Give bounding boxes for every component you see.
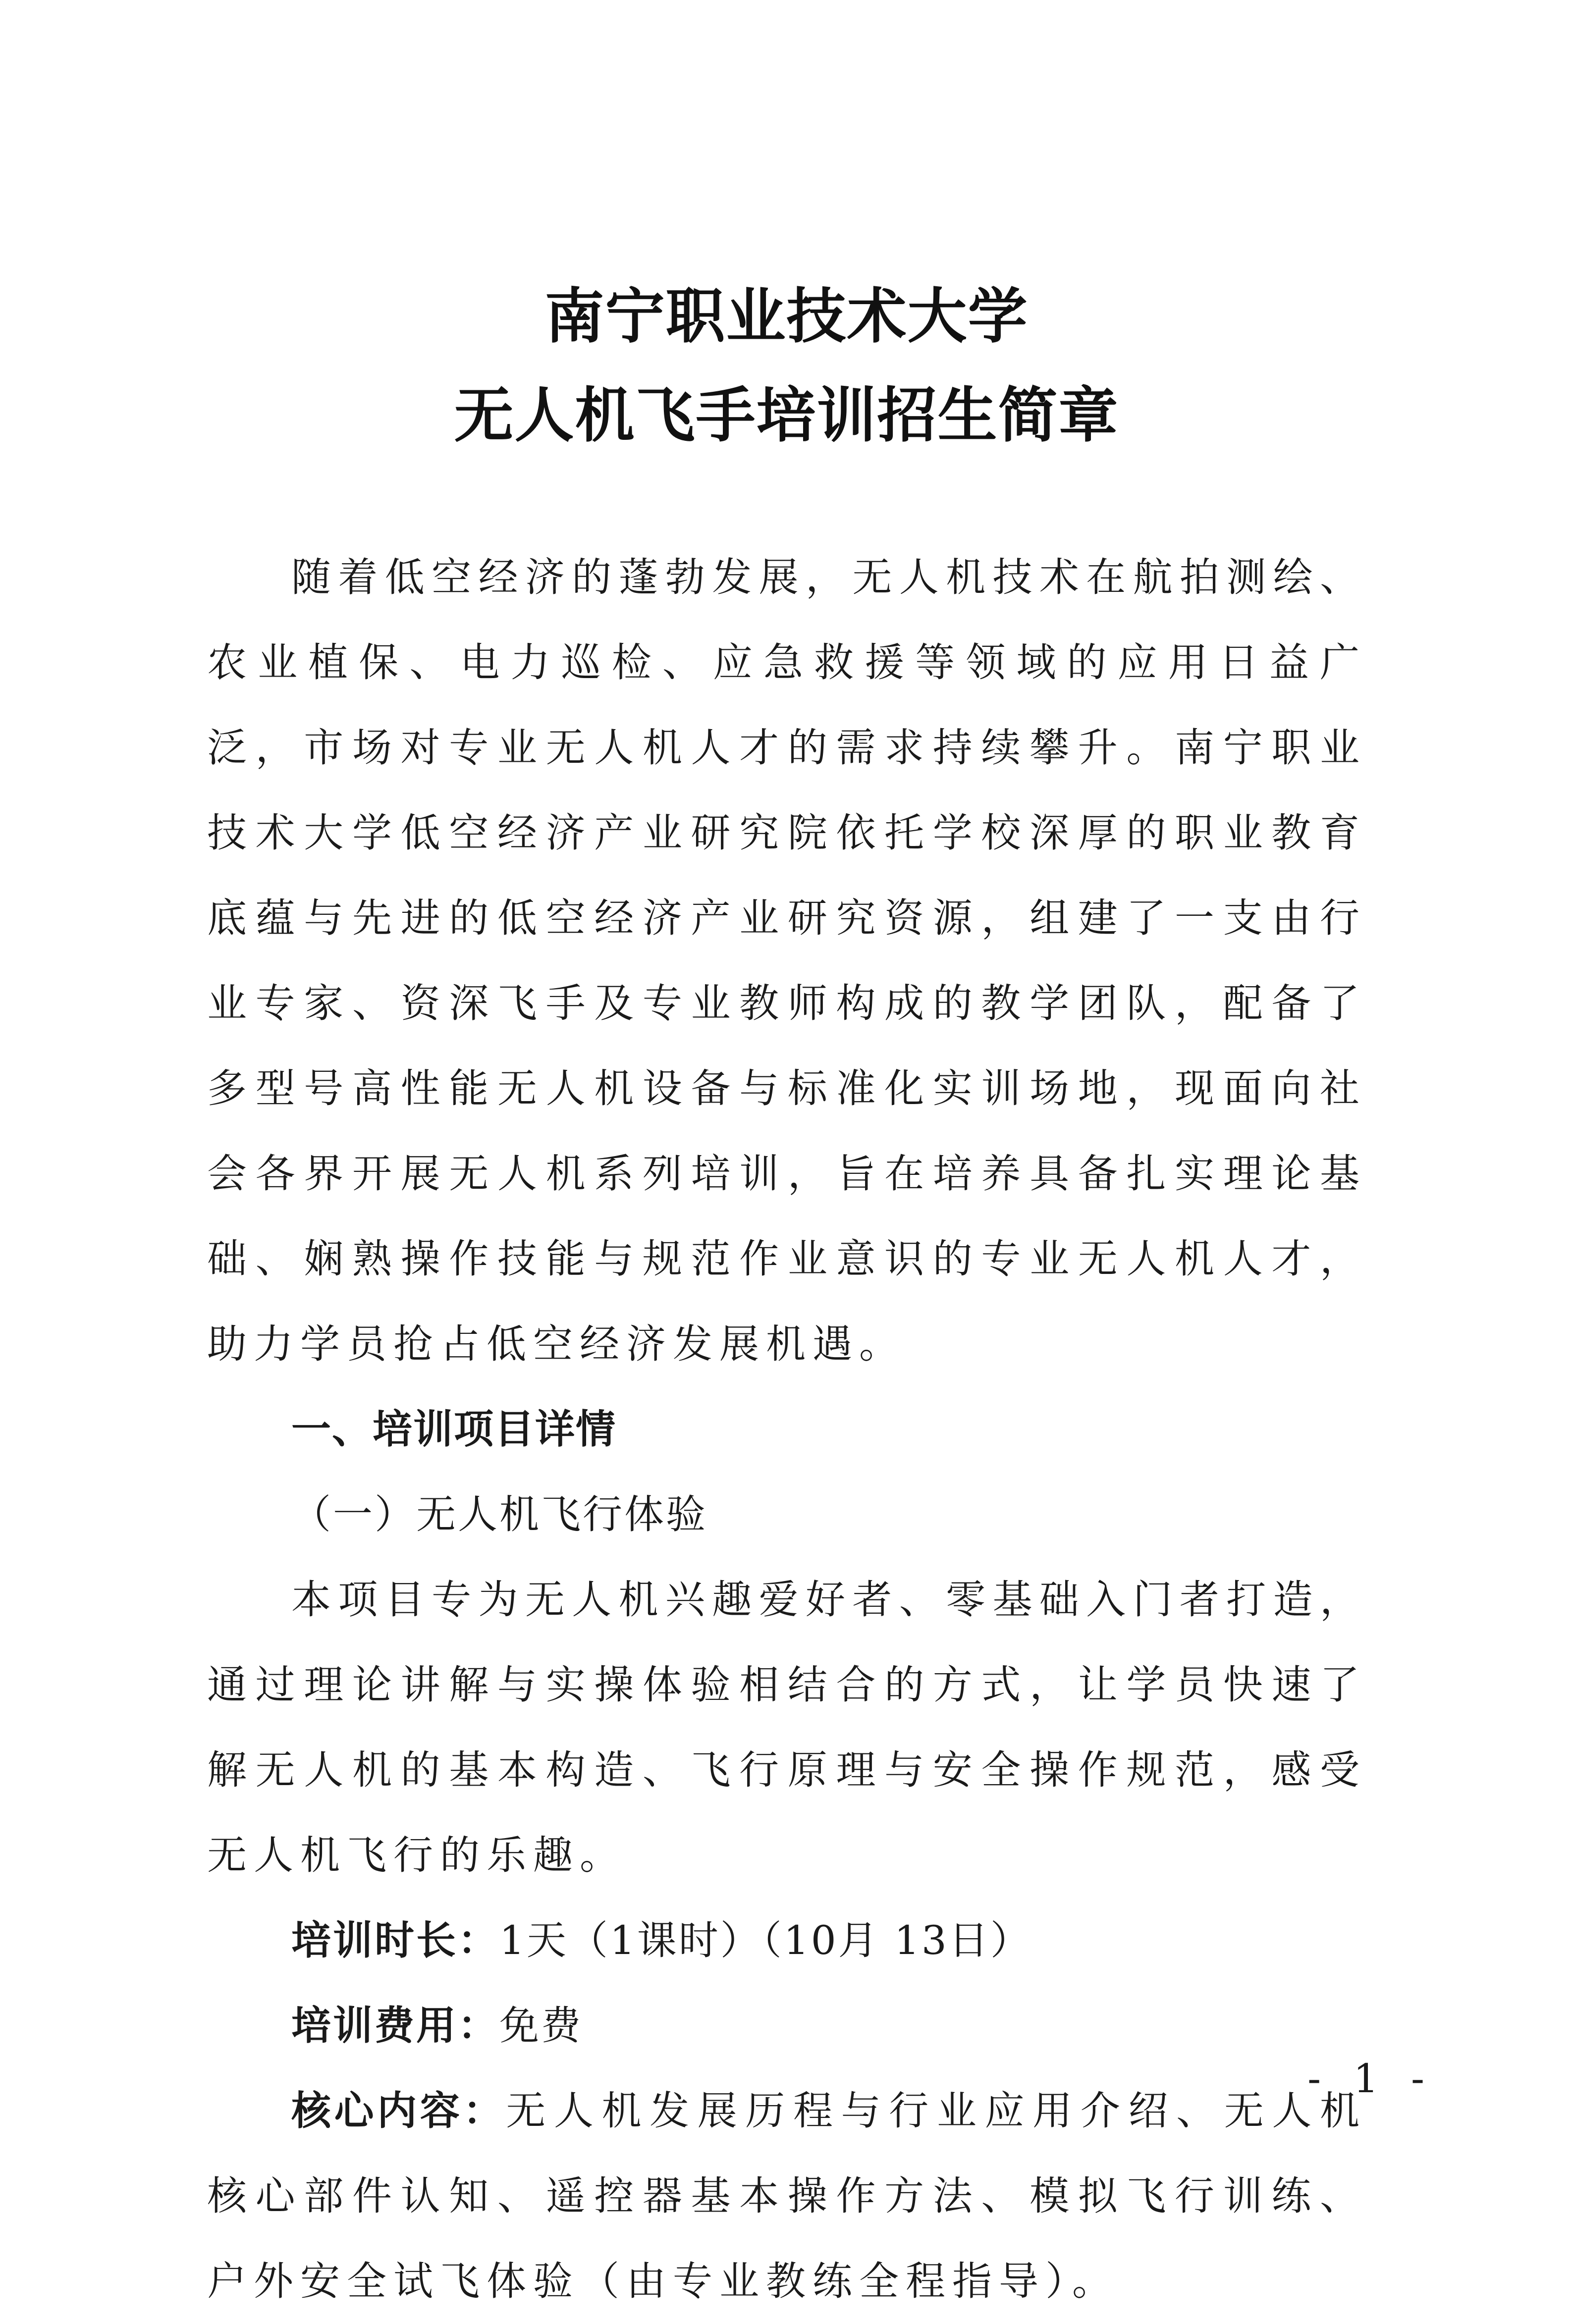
document-body bbox=[207, 535, 1366, 2324]
core-content-field bbox=[207, 2068, 1366, 2324]
training-duration-field bbox=[207, 1898, 1366, 1983]
training-duration-label: 培训时长： bbox=[291, 1917, 499, 1963]
training-duration-value: 1天（1课时）（10月 13日） bbox=[499, 1917, 1032, 1963]
intro-paragraph: 随着低空经济的蓬勃发展，无人机技术在航拍测绘、农业植保、电力巡检、应急救援等领域的应用日益广泛，市场对专业无人机人才的需求持续攀升。南宁职业技术大学低空经济产业研究院依托学校深厚的职业教育底蕴与先进的低空经济产业研究资源，组建了一支由行业专家、资深飞手及专业教师构成的教学团队，配备了多型号高性能无人机设备与标准化实训场地，现面向社会各界开展无人机系列培训，旨在培养具备扎实理论基础、娴熟操作技能与规范作业意识的专业无人机人才，助力学员抢占低空经济发展机遇。 bbox=[207, 554, 1366, 1367]
page-number: - 1 - bbox=[1307, 2056, 1434, 2102]
training-fee-label: 培训费用： bbox=[291, 2003, 499, 2049]
subsection-heading-flight-experience: （一）无人机飞行体验 bbox=[291, 1491, 707, 1537]
document-title-line-1: 南宁职业技术大学 bbox=[544, 282, 1029, 351]
training-fee-value: 免费 bbox=[499, 2003, 583, 2049]
flight-experience-description: 本项目专为无人机兴趣爱好者、零基础入门者打造，通过理论讲解与实操体验相结合的方式，让学员快速了解无人机的基本构造、飞行原理与安全操作规范，感受无人机飞行的乐趣。 bbox=[207, 1577, 1366, 1878]
core-content-label: 核心内容： bbox=[291, 2088, 506, 2134]
document-title-line-2: 无人机飞手培训招生简章 bbox=[454, 381, 1119, 450]
core-content-value: 无人机发展历程与行业应用介绍、无人机核心部件认知、遥控器基本操作方法、模拟飞行训练、户外安全试飞体验（由专业教练全程指导）。 bbox=[207, 2088, 1367, 2304]
section-heading-training-details: 一、培训项目详情 bbox=[291, 1406, 616, 1452]
training-fee-field bbox=[207, 1983, 1366, 2068]
